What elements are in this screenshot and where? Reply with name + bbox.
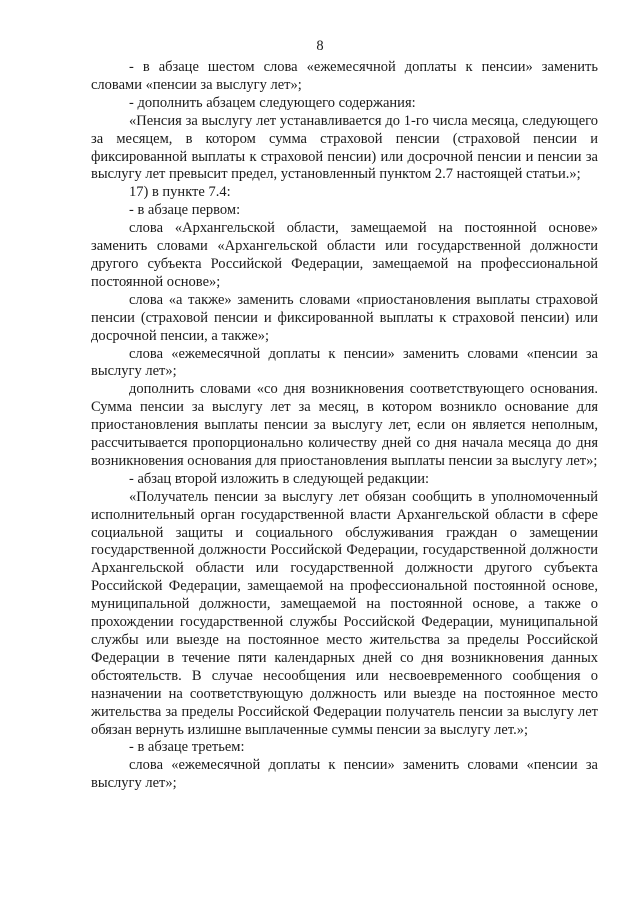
paragraph-13: слова «ежемесячной доплаты к пенсии» заменить словами «пенсии за выслугу лет»; [91,757,598,792]
paragraph-2: - дополнить абзацем следующего содержания: [129,94,416,111]
page-number: 8 [316,38,324,54]
paragraph-10: - абзац второй изложить в следующей редакции: [129,470,430,487]
paragraph-5: - в абзаце первом: [129,202,241,219]
paragraph-11: «Получатель пенсии за выслугу лет обязан сообщить в уполномоченный исполнительный орган государственной власти Архангельской области в сфере социальной защиты и социального обслуживания граждан о замещении государственной должности Российской Федерации, государственной должности Архангельской области или государственной должности другого субъекта Российской Федерации, замещаемой на профессиональной постоянной основе, муниципальной должности, замещаемой на постоянной основе, а также о прохождении государственной службы Российской Федерации, муниципальной службы или выезде на постоянное место жительства за пределы Российской Федерации в течение пяти календарных дней со дня возникновения данных обстоятельств. В случае несообщения или несвоевременного сообщения о назначении на соответствующую должность или выезде на постоянное место жительства за пределы Российской Федерации получатель пенсии за выслугу лет обязан вернуть излишне выплаченные суммы пенсии за выслугу лет.»; [91,488,598,738]
document-body [91,59,598,793]
paragraph-3: «Пенсия за выслугу лет устанавливается до 1-го числа месяца, следующего за месяцем, в котором сумма страховой пенсии (страховой пенсии и фиксированной выплаты к страховой пенсии) или досрочной пенсии и пенсии за выслугу лет превысит предел, установленный пунктом 2.7 настоящей статьи.»; [91,112,598,183]
paragraph-6: слова «Архангельской области, замещаемой на постоянной основе» заменить словами «Архангельской области или государственной должности другого субъекта Российской Федерации, замещаемой на профессиональной постоянной основе»; [91,220,598,290]
paragraph-8: слова «ежемесячной доплаты к пенсии» заменить словами «пенсии за выслугу лет»; [91,345,598,380]
paragraph-4: 17) в пункте 7.4: [129,184,231,201]
paragraph-1: - в абзаце шестом слова «ежемесячной доплаты к пенсии» заменить словами «пенсии за выслугу лет»; [91,59,598,93]
paragraph-7: слова «а также» заменить словами «приостановления выплаты страховой пенсии (страховой пенсии и фиксированной выплаты к страховой пенсии) или досрочной пенсии, а также»; [91,291,598,344]
paragraph-12: - в абзаце третьем: [129,739,245,756]
paragraph-9: дополнить словами «со дня возникновения соответствующего основания. Сумма пенсии за выслугу лет за месяц, в котором возникло основание для приостановления выплаты пенсии за выслугу лет, если он является неполным, рассчитывается пропорционально количеству дней со дня начала месяца до дня возникновения основания для приостановления выплаты пенсии за выслугу лет»; [91,381,598,469]
